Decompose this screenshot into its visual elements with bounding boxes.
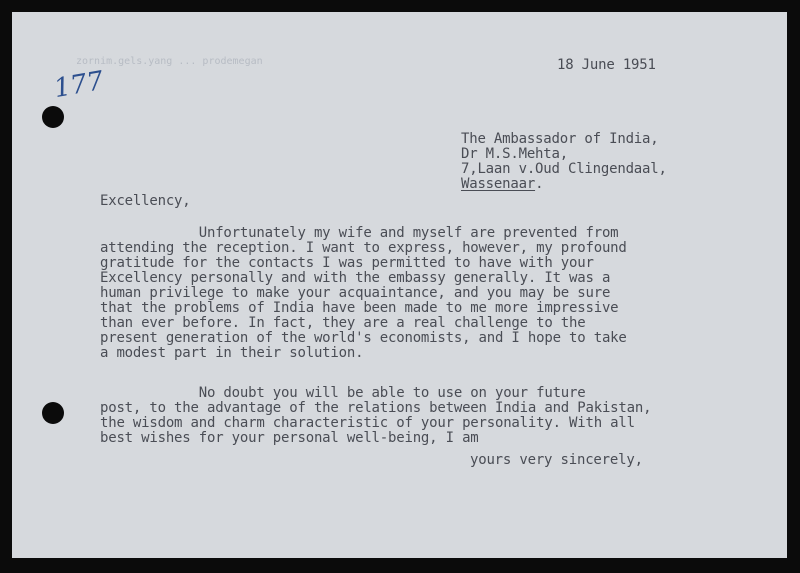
- paragraph-line: that the problems of India have been made to me more impressive: [100, 300, 619, 316]
- punch-hole-bottom: [42, 402, 64, 424]
- address-line-1: The Ambassador of India,: [461, 131, 659, 147]
- punch-hole-top: [42, 106, 64, 128]
- paragraph-line: No doubt you will be able to use on your future: [100, 385, 586, 401]
- paragraph-line: best wishes for your personal well-being, I am: [100, 430, 479, 446]
- letter-page: [12, 12, 787, 558]
- address-line-2: Dr M.S.Mehta,: [461, 146, 568, 162]
- body-paragraph-2: [100, 386, 651, 446]
- letter-date: 18 June 1951: [557, 57, 656, 73]
- paragraph-line: post, to the advantage of the relations between India and Pakistan,: [100, 400, 652, 416]
- salutation: Excellency,: [100, 193, 191, 209]
- paragraph-line: Excellency personally and with the embassy generally. It was a: [100, 270, 611, 286]
- paragraph-line: Unfortunately my wife and myself are prevented from: [100, 225, 619, 241]
- recipient-address: [461, 132, 667, 192]
- address-city: Wassenaar: [461, 176, 536, 192]
- faded-header-text: zornim.gels.yang ... prodemegan: [76, 56, 263, 67]
- paragraph-line: the wisdom and charm characteristic of your personality. With all: [100, 415, 635, 431]
- closing-line: yours very sincerely,: [470, 452, 643, 468]
- paragraph-line: gratitude for the contacts I was permitted to have with your: [100, 255, 594, 271]
- paragraph-line: than ever before. In fact, they are a real challenge to the: [100, 315, 586, 331]
- paragraph-line: attending the reception. I want to express, however, my profound: [100, 240, 627, 256]
- address-line-3: 7,Laan v.Oud Clingendaal,: [461, 161, 667, 177]
- paragraph-line: human privilege to make your acquaintance, and you may be sure: [100, 285, 611, 301]
- paragraph-line: a modest part in their solution.: [100, 345, 364, 361]
- address-city-suffix: .: [535, 176, 544, 192]
- body-paragraph-1: [100, 226, 627, 361]
- handwritten-reference-number: 177: [51, 65, 106, 105]
- paragraph-line: present generation of the world's economists, and I hope to take: [100, 330, 627, 346]
